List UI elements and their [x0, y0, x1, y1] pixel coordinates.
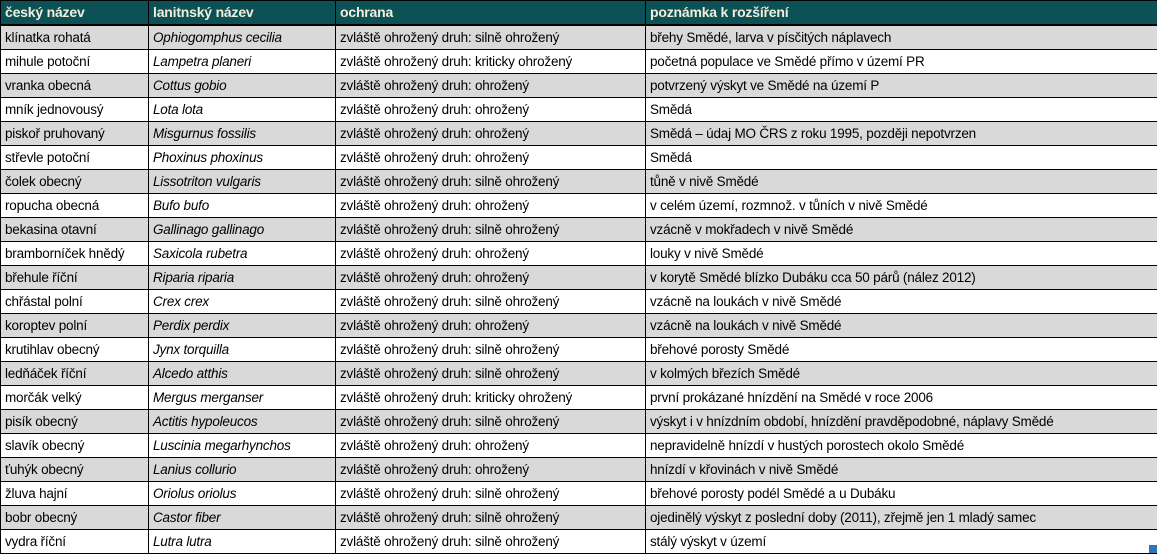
cell-czech[interactable]: slavík obecný: [1, 434, 149, 458]
cell-czech[interactable]: koroptev polní: [1, 314, 149, 338]
cell-protection[interactable]: zvláště ohrožený druh: ohrožený: [336, 434, 646, 458]
table-row: [1, 434, 1157, 458]
cell-czech[interactable]: pisík obecný: [1, 410, 149, 434]
cell-note[interactable]: první prokázané hnízdění na Smědé v roce 2006: [646, 386, 1157, 410]
table-row: [1, 146, 1157, 170]
table-row: [1, 242, 1157, 266]
header-row: [1, 1, 1157, 26]
cell-latin[interactable]: Cottus gobio: [149, 74, 336, 98]
table-row: [1, 506, 1157, 530]
cell-note[interactable]: vzácně na loukách v nivě Smědé: [646, 314, 1157, 338]
cell-protection[interactable]: zvláště ohrožený druh: ohrožený: [336, 74, 646, 98]
table-row: [1, 266, 1157, 290]
cell-czech[interactable]: bobr obecný: [1, 506, 149, 530]
cell-protection[interactable]: zvláště ohrožený druh: silně ohrožený: [336, 338, 646, 362]
cell-czech[interactable]: břehule říční: [1, 266, 149, 290]
cell-latin[interactable]: Oriolus oriolus: [149, 482, 336, 506]
table-row: [1, 50, 1157, 74]
cell-protection[interactable]: zvláště ohrožený druh: ohrožený: [336, 314, 646, 338]
cell-note[interactable]: vzácně v mokřadech v nivě Smědé: [646, 218, 1157, 242]
table-row: [1, 530, 1157, 554]
cell-protection[interactable]: zvláště ohrožený druh: ohrožený: [336, 266, 646, 290]
cell-note[interactable]: výskyt i v hnízdním období, hnízdění pravděpodobné, náplavy Smědé: [646, 410, 1157, 434]
table-row: [1, 290, 1157, 314]
table-row: [1, 194, 1157, 218]
cell-czech[interactable]: piskoř pruhovaný: [1, 122, 149, 146]
cell-czech[interactable]: krutihlav obecný: [1, 338, 149, 362]
cell-note[interactable]: tůně v nivě Smědé: [646, 170, 1157, 194]
cell-czech[interactable]: chřástal polní: [1, 290, 149, 314]
table-body: [1, 25, 1157, 554]
cell-note[interactable]: nepravidelně hnízdí v hustých porostech okolo Smědé: [646, 434, 1157, 458]
table-row: [1, 410, 1157, 434]
cell-latin[interactable]: Bufo bufo: [149, 194, 336, 218]
table-row: [1, 338, 1157, 362]
cell-protection[interactable]: zvláště ohrožený druh: ohrožený: [336, 98, 646, 122]
cell-czech[interactable]: mník jednovousý: [1, 98, 149, 122]
cell-czech[interactable]: ledňáček říční: [1, 362, 149, 386]
cell-latin[interactable]: Actitis hypoleucos: [149, 410, 336, 434]
cell-protection[interactable]: zvláště ohrožený druh: silně ohrožený: [336, 170, 646, 194]
cell-protection[interactable]: zvláště ohrožený druh: ohrožený: [336, 458, 646, 482]
cell-protection[interactable]: zvláště ohrožený druh: silně ohrožený: [336, 482, 646, 506]
column-header-latin-name[interactable]: lanitnský název: [149, 1, 336, 26]
cell-latin[interactable]: Perdix perdix: [149, 314, 336, 338]
cell-czech[interactable]: vydra říční: [1, 530, 149, 554]
cell-latin[interactable]: Lissotriton vulgaris: [149, 170, 336, 194]
cell-protection[interactable]: zvláště ohrožený druh: kriticky ohrožený: [336, 50, 646, 74]
cell-protection[interactable]: zvláště ohrožený druh: ohrožený: [336, 242, 646, 266]
table-row: [1, 122, 1157, 146]
cell-czech[interactable]: střevle potoční: [1, 146, 149, 170]
cell-note[interactable]: v kolmých březích Smědé: [646, 362, 1157, 386]
cell-note[interactable]: Smědá: [646, 146, 1157, 170]
cell-protection[interactable]: zvláště ohrožený druh: ohrožený: [336, 146, 646, 170]
cell-protection[interactable]: zvláště ohrožený druh: silně ohrožený: [336, 506, 646, 530]
cell-latin[interactable]: Saxicola rubetra: [149, 242, 336, 266]
cell-latin[interactable]: Alcedo atthis: [149, 362, 336, 386]
cell-latin[interactable]: Lampetra planeri: [149, 50, 336, 74]
table-row: [1, 458, 1157, 482]
table-row: [1, 74, 1157, 98]
cell-note[interactable]: vzácně na loukách v nivě Smědé: [646, 290, 1157, 314]
cell-protection[interactable]: zvláště ohrožený druh: silně ohrožený: [336, 362, 646, 386]
cell-czech[interactable]: vranka obecná: [1, 74, 149, 98]
table-row: [1, 25, 1157, 50]
cell-note[interactable]: břehové porosty Smědé: [646, 338, 1157, 362]
table-row: [1, 362, 1157, 386]
cell-note[interactable]: Smědá: [646, 98, 1157, 122]
cell-latin[interactable]: Castor fiber: [149, 506, 336, 530]
cell-note[interactable]: břehové porosty podél Smědé a u Dubáku: [646, 482, 1157, 506]
table-row: [1, 314, 1157, 338]
cell-czech[interactable]: klínatka rohatá: [1, 25, 149, 50]
table-row: [1, 218, 1157, 242]
table-row: [1, 170, 1157, 194]
cell-latin[interactable]: Lanius collurio: [149, 458, 336, 482]
cell-protection[interactable]: zvláště ohrožený druh: silně ohrožený: [336, 290, 646, 314]
cell-note[interactable]: v celém území, rozmnož. v tůních v nivě Smědé: [646, 194, 1157, 218]
cell-latin[interactable]: Crex crex: [149, 290, 336, 314]
cell-protection[interactable]: zvláště ohrožený druh: silně ohrožený: [336, 530, 646, 554]
cell-note[interactable]: stálý výskyt v území: [646, 530, 1157, 554]
selection-fill-handle[interactable]: [1149, 545, 1157, 553]
cell-czech[interactable]: bramborníček hnědý: [1, 242, 149, 266]
cell-note[interactable]: louky v nivě Smědé: [646, 242, 1157, 266]
cell-latin[interactable]: Lota lota: [149, 98, 336, 122]
cell-note[interactable]: hnízdí v křovinách v nivě Smědé: [646, 458, 1157, 482]
cell-czech[interactable]: čolek obecný: [1, 170, 149, 194]
cell-latin[interactable]: Mergus merganser: [149, 386, 336, 410]
cell-czech[interactable]: bekasina otavní: [1, 218, 149, 242]
cell-note[interactable]: břehy Smědé, larva v písčitých náplavech: [646, 25, 1157, 50]
cell-note[interactable]: v korytě Smědé blízko Dubáku cca 50 párů (nález 2012): [646, 266, 1157, 290]
cell-latin[interactable]: Ophiogomphus cecilia: [149, 25, 336, 50]
cell-latin[interactable]: Phoxinus phoxinus: [149, 146, 336, 170]
cell-note[interactable]: Smědá – údaj MO ČRS z roku 1995, později nepotvrzen: [646, 122, 1157, 146]
cell-latin[interactable]: Jynx torquilla: [149, 338, 336, 362]
cell-czech[interactable]: ťuhýk obecný: [1, 458, 149, 482]
cell-latin[interactable]: Misgurnus fossilis: [149, 122, 336, 146]
cell-latin[interactable]: Gallinago gallinago: [149, 218, 336, 242]
table-row: [1, 386, 1157, 410]
cell-protection[interactable]: zvláště ohrožený druh: kriticky ohrožený: [336, 386, 646, 410]
table-row: [1, 482, 1157, 506]
cell-latin[interactable]: Riparia riparia: [149, 266, 336, 290]
cell-protection[interactable]: zvláště ohrožený druh: silně ohrožený: [336, 410, 646, 434]
cell-protection[interactable]: zvláště ohrožený druh: ohrožený: [336, 122, 646, 146]
cell-latin[interactable]: Luscinia megarhynchos: [149, 434, 336, 458]
cell-czech[interactable]: ropucha obecná: [1, 194, 149, 218]
cell-note[interactable]: početná populace ve Smědé přímo v území PR: [646, 50, 1157, 74]
cell-note[interactable]: potvrzený výskyt ve Smědé na území P: [646, 74, 1157, 98]
cell-latin[interactable]: Lutra lutra: [149, 530, 336, 554]
column-header-protection[interactable]: ochrana: [336, 1, 646, 26]
table-row: [1, 98, 1157, 122]
cell-protection[interactable]: zvláště ohrožený druh: ohrožený: [336, 194, 646, 218]
cell-protection[interactable]: zvláště ohrožený druh: silně ohrožený: [336, 25, 646, 50]
cell-note[interactable]: ojedinělý výskyt z poslední doby (2011), zřejmě jen 1 mladý samec: [646, 506, 1157, 530]
cell-czech[interactable]: morčák velký: [1, 386, 149, 410]
column-header-note[interactable]: poznámka k rozšíření: [646, 1, 1157, 26]
cell-protection[interactable]: zvláště ohrožený druh: silně ohrožený: [336, 218, 646, 242]
cell-czech[interactable]: mihule potoční: [1, 50, 149, 74]
cell-czech[interactable]: žluva hajní: [1, 482, 149, 506]
column-header-czech-name[interactable]: český název: [1, 1, 149, 26]
